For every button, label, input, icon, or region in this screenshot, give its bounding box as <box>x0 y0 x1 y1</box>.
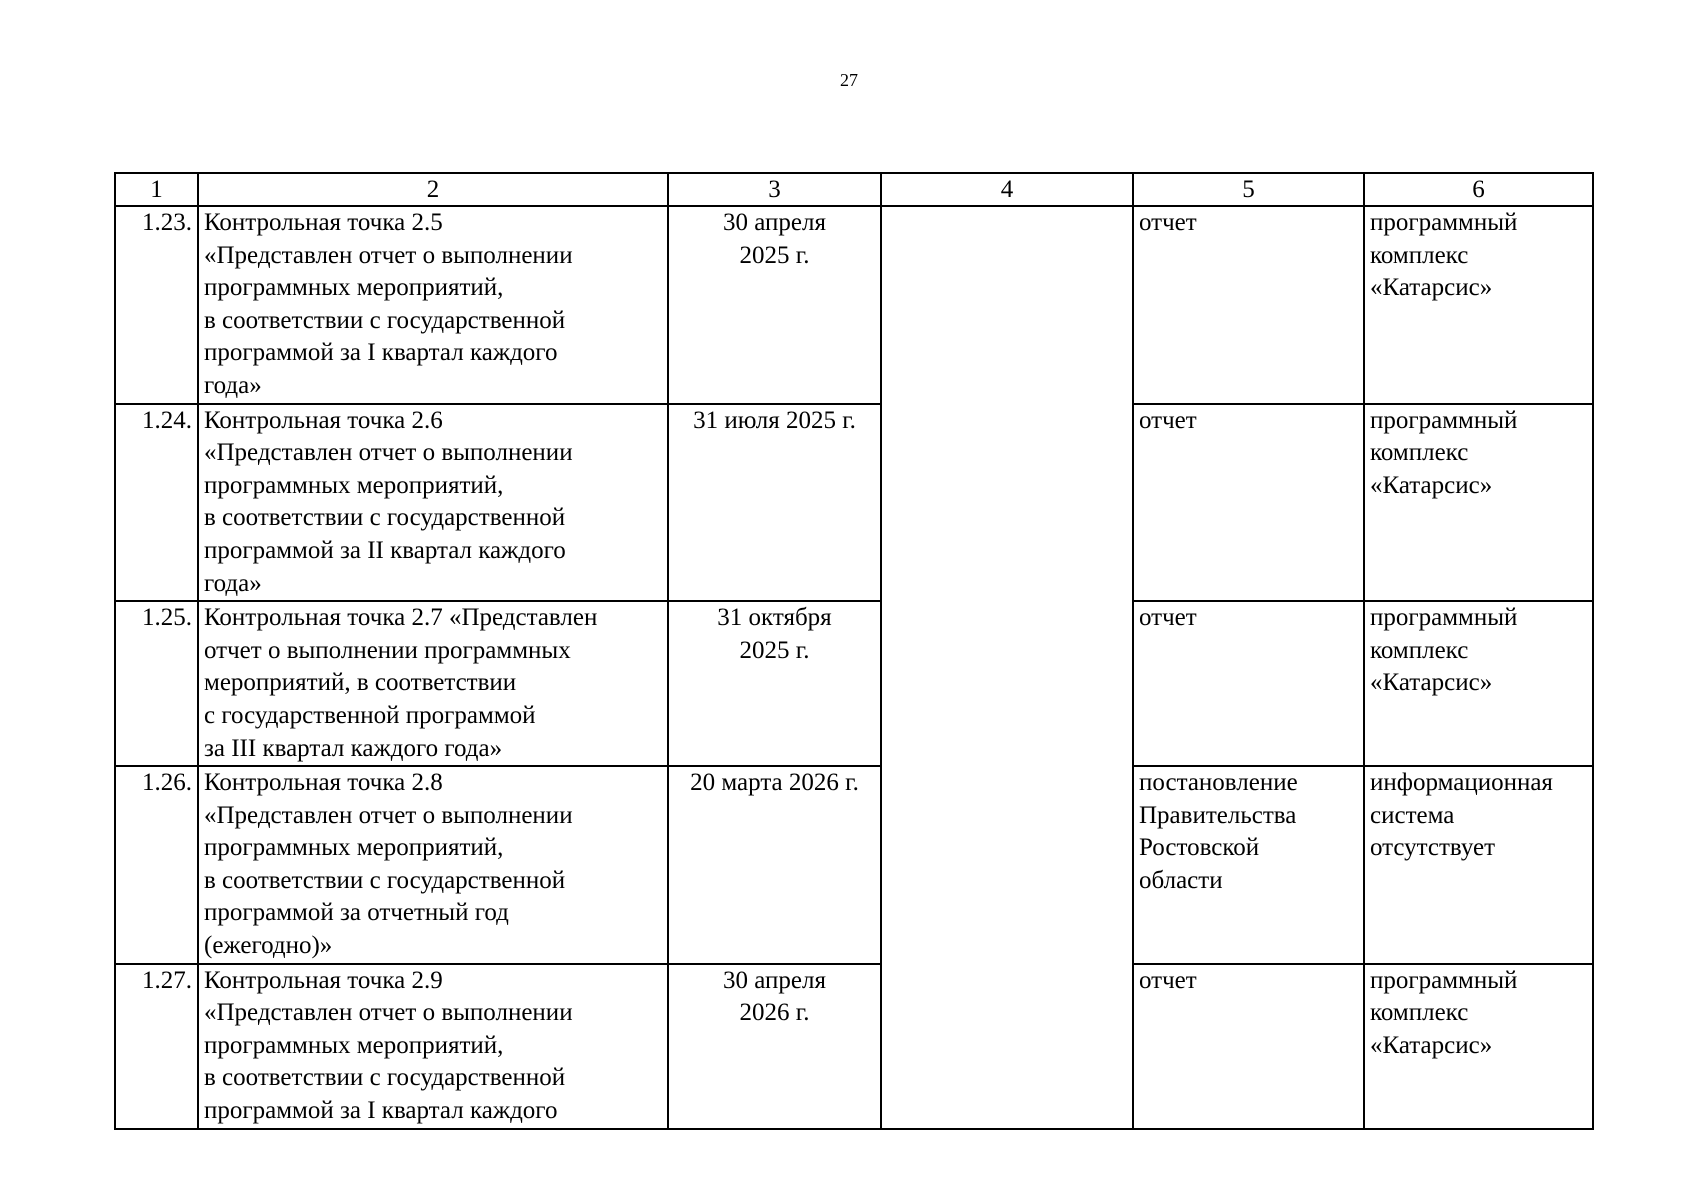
row-description: Контрольная точка 2.6 «Представлен отчет о выполнении программных мероприятий, в соответствии с государственной программой за II квартал каждого года» <box>198 404 668 602</box>
row-system-line: «Катарсис» <box>1370 669 1493 697</box>
column-header-5: 5 <box>1133 173 1364 206</box>
row-system-line: «Катарсис» <box>1370 274 1493 302</box>
row-date-line: 30 апреля <box>723 966 826 994</box>
row-number: 1.25. <box>115 601 198 766</box>
column-header-6: 6 <box>1364 173 1593 206</box>
row-information-system <box>1364 404 1593 602</box>
row-information-system <box>1364 766 1593 964</box>
row-document: отчет <box>1133 601 1364 766</box>
row-date <box>668 601 881 766</box>
row-document-line: Ростовской <box>1139 834 1260 862</box>
row-number: 1.27. <box>115 964 198 1129</box>
row-document: отчет <box>1133 404 1364 602</box>
row-system-line: «Катарсис» <box>1370 471 1493 499</box>
column-4-merged-empty-cell <box>881 206 1133 1129</box>
column-header-1: 1 <box>115 173 198 206</box>
row-description: Контрольная точка 2.8 «Представлен отчет о выполнении программных мероприятий, в соответствии с государственной программой за отчетный год (ежегодно)» <box>198 766 668 964</box>
row-date-line: 2026 г. <box>739 999 810 1027</box>
row-date-line: 31 октября <box>717 604 832 632</box>
row-system-line: «Катарсис» <box>1370 1031 1493 1059</box>
row-information-system <box>1364 964 1593 1129</box>
row-system-line: информационная <box>1370 769 1553 797</box>
row-date <box>668 206 881 404</box>
row-document-line: постановление <box>1139 769 1298 797</box>
row-date-line: 2025 г. <box>739 636 810 664</box>
row-date <box>668 964 881 1129</box>
row-system-line: комплекс <box>1370 636 1469 664</box>
table-row <box>115 404 1593 602</box>
row-document: отчет <box>1133 964 1364 1129</box>
row-date-line: 30 апреля <box>723 209 826 236</box>
column-header-4: 4 <box>881 173 1133 206</box>
row-system-line: программный <box>1370 966 1518 994</box>
row-information-system <box>1364 206 1593 404</box>
row-number: 1.24. <box>115 404 198 602</box>
row-system-line: комплекс <box>1370 999 1469 1027</box>
row-date <box>668 404 881 602</box>
row-system-line: комплекс <box>1370 439 1469 467</box>
row-description: Контрольная точка 2.5 «Представлен отчет о выполнении программных мероприятий, в соответствии с государственной программой за I квартал каждого года» <box>198 206 668 404</box>
row-document-line: области <box>1139 866 1223 894</box>
table-row <box>115 964 1593 1129</box>
row-date <box>668 766 881 964</box>
row-system-line: программный <box>1370 209 1518 236</box>
control-points-table <box>114 172 1594 1130</box>
row-system-line: программный <box>1370 604 1518 632</box>
column-header-2: 2 <box>198 173 668 206</box>
row-description: Контрольная точка 2.9 «Представлен отчет о выполнении программных мероприятий, в соответствии с государственной программой за I квартал каждого <box>198 964 668 1129</box>
row-date-line: 2025 г. <box>739 241 810 269</box>
table-header-row <box>115 173 1593 206</box>
table-row <box>115 766 1593 964</box>
row-system-line: программный <box>1370 406 1518 434</box>
column-header-3: 3 <box>668 173 881 206</box>
row-number: 1.23. <box>115 206 198 404</box>
row-information-system <box>1364 601 1593 766</box>
row-document-line: Правительства <box>1139 801 1297 829</box>
row-description: Контрольная точка 2.7 «Представлен отчет о выполнении программных мероприятий, в соответствии с государственной программой за III квартал каждого года» <box>198 601 668 766</box>
row-document: отчет <box>1133 206 1364 404</box>
table-row <box>115 206 1593 404</box>
table-row <box>115 601 1593 766</box>
row-system-line: комплекс <box>1370 241 1469 269</box>
page-number: 27 <box>840 70 858 90</box>
row-system-line: отсутствует <box>1370 834 1496 862</box>
row-date-line: 31 июля 2025 г. <box>693 406 856 434</box>
row-document <box>1133 766 1364 964</box>
row-number: 1.26. <box>115 766 198 964</box>
row-date-line: 20 марта 2026 г. <box>690 769 859 797</box>
row-system-line: система <box>1370 801 1455 829</box>
